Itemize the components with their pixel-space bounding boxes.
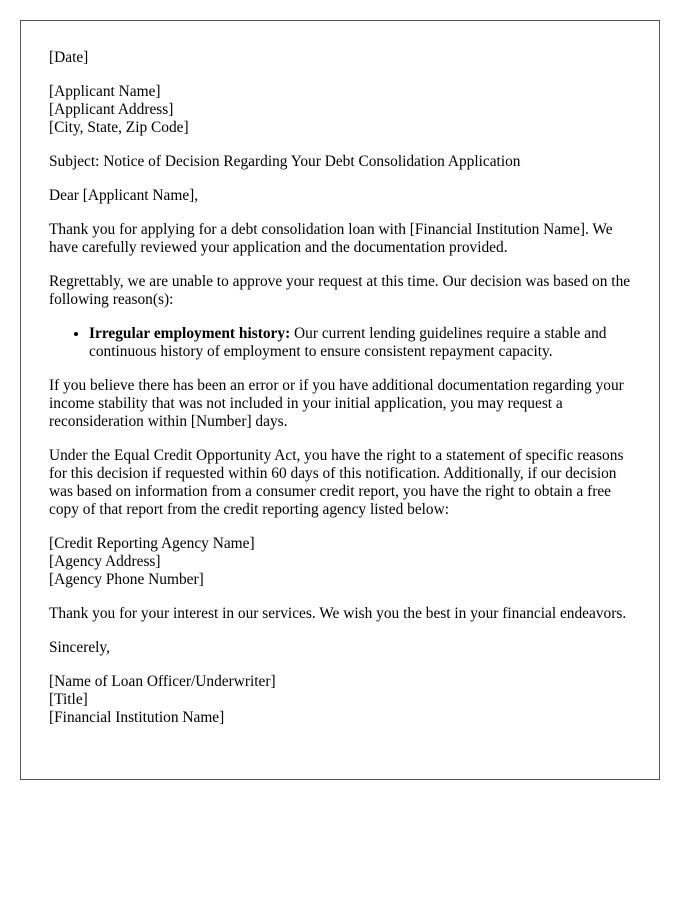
- applicant-city-state-zip: [City, State, Zip Code]: [49, 119, 189, 136]
- letter-date: [Date]: [49, 49, 89, 66]
- paragraph-thank-you: Thank you for applying for a debt consolidation loan with [Financial Institution Name]. We have carefully reviewed your application and the documentation provided.: [49, 221, 613, 256]
- agency-name: [Credit Reporting Agency Name]: [49, 535, 255, 552]
- reason-item: [89, 325, 631, 361]
- letter-sign-off: Sincerely,: [49, 639, 110, 656]
- paragraph-closing: Thank you for your interest in our services. We wish you the best in your financial endeavors.: [49, 605, 627, 622]
- signature-block: [49, 673, 631, 727]
- agency-address: [Agency Address]: [49, 553, 161, 570]
- letter-subject: Subject: Notice of Decision Regarding Your Debt Consolidation Application: [49, 153, 521, 170]
- agency-block: [49, 535, 631, 589]
- applicant-address: [Applicant Address]: [49, 101, 174, 118]
- applicant-name: [Applicant Name]: [49, 83, 161, 100]
- reason-title: Irregular employment history:: [89, 325, 291, 342]
- letter-page: [20, 20, 660, 780]
- reason-text: Our current lending guidelines require a stable and continuous history of employment to ensure consistent repayment capacity.: [89, 325, 607, 360]
- reasons-list: [49, 325, 631, 361]
- applicant-block: [49, 83, 631, 137]
- paragraph-reconsideration: If you believe there has been an error or if you have additional documentation regarding your income stability that was not included in your initial application, you may request a reconsideration within [Number] days.: [49, 377, 624, 430]
- signature-title: [Title]: [49, 691, 88, 708]
- signature-institution: [Financial Institution Name]: [49, 709, 225, 726]
- letter-salutation: Dear [Applicant Name],: [49, 187, 199, 204]
- agency-phone: [Agency Phone Number]: [49, 571, 204, 588]
- paragraph-ecoa-rights: Under the Equal Credit Opportunity Act, you have the right to a statement of specific reasons for this decision if requested within 60 days of this notification. Additionally, if our decision was based on information from a consumer credit report, you have the right to obtain a free copy of that report from the credit reporting agency listed below:: [49, 447, 624, 518]
- signature-name: [Name of Loan Officer/Underwriter]: [49, 673, 276, 690]
- paragraph-decision: Regrettably, we are unable to approve your request at this time. Our decision was based on the following reason(s):: [49, 273, 631, 308]
